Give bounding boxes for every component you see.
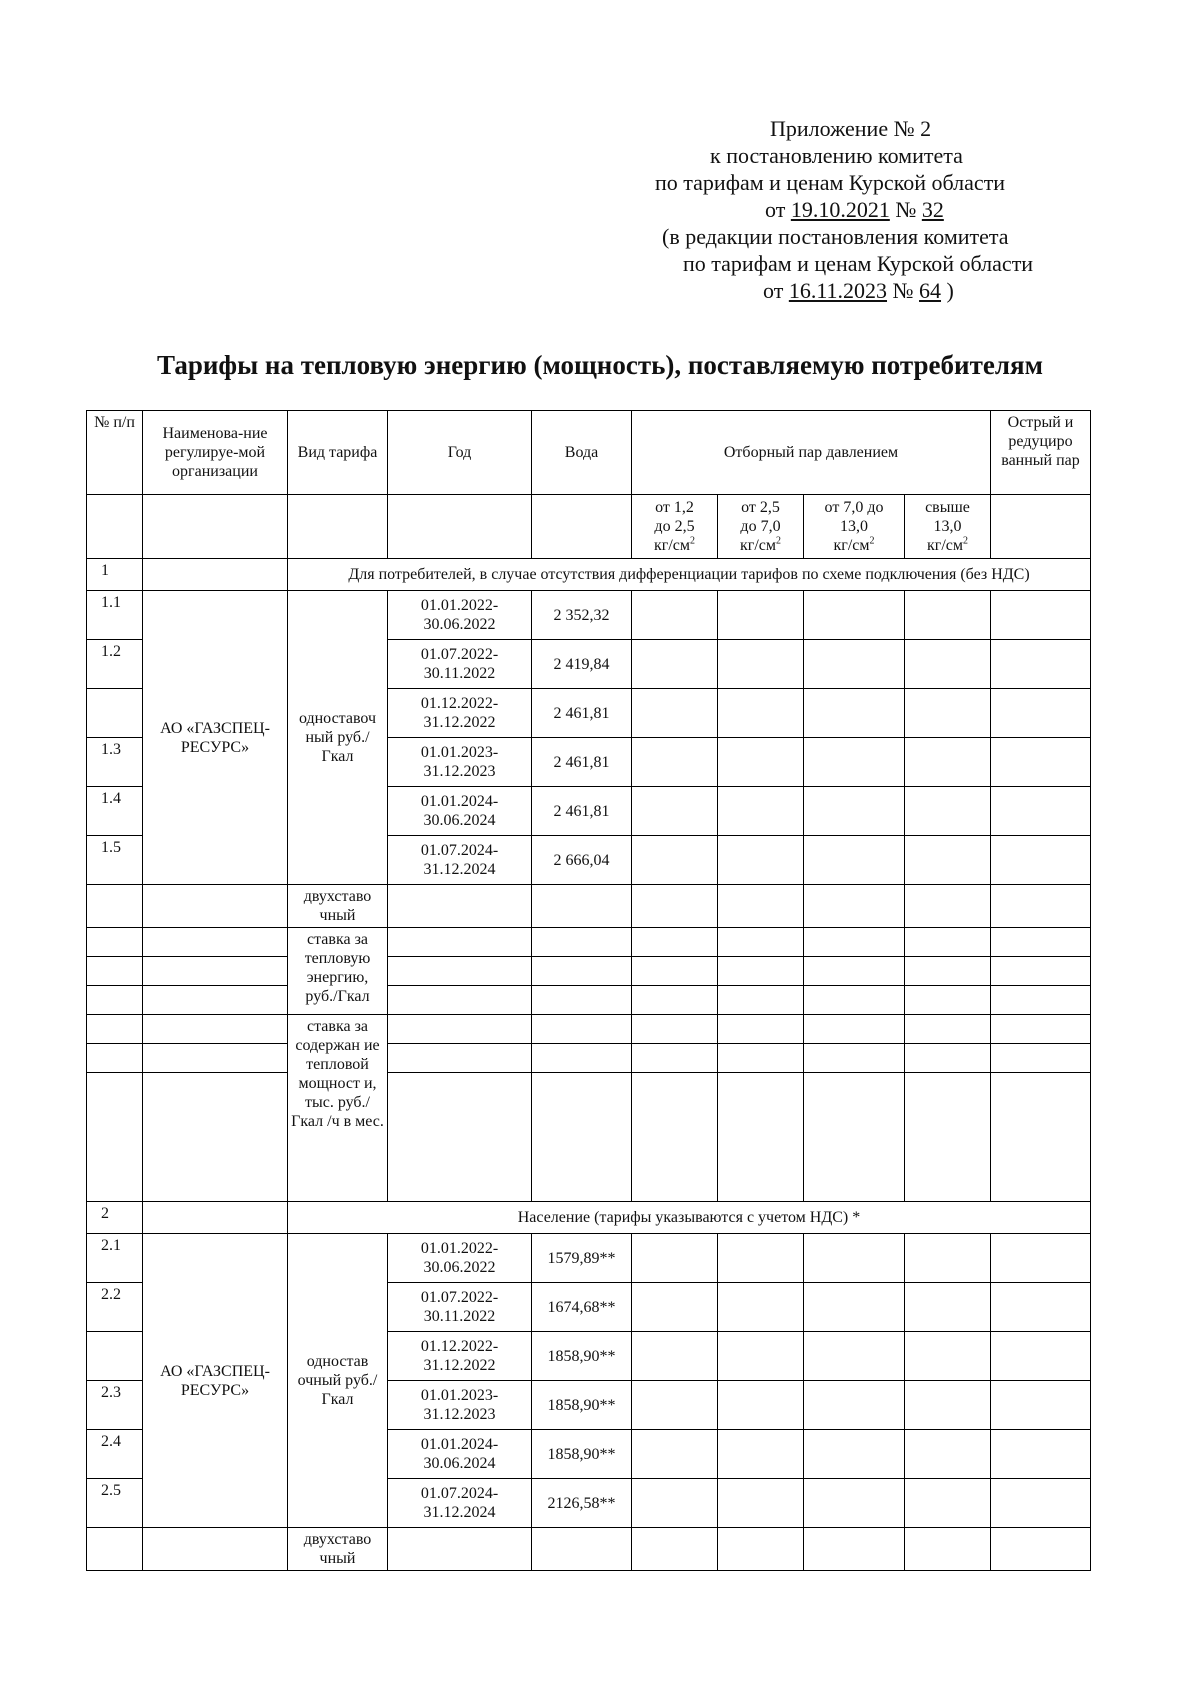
steam-range-4: свыше 13,0 $кг/см^2$ (905, 495, 991, 559)
row-number: 1.1 (87, 591, 143, 640)
appendix-number: Приложение № 2 (770, 116, 932, 141)
row-number: 1.5 (87, 836, 143, 885)
water-value: 1674,68** (532, 1283, 632, 1332)
row-number: 2.4 (87, 1430, 143, 1479)
table-row (87, 957, 1091, 986)
col-kind-header: Вид тарифа (288, 411, 388, 495)
section-number: 1 (87, 559, 143, 591)
org-name: АО «ГАЗСПЕЦ-РЕСУРС» (143, 591, 288, 885)
period: 01.07.2022-30.11.2022 (388, 1283, 532, 1332)
revision-ref-1: (в редакции постановления комитета (662, 224, 1009, 249)
water-value: 2 461,81 (532, 787, 632, 836)
period: 01.01.2022-30.06.2022 (388, 591, 532, 640)
row-number: 1.4 (87, 787, 143, 836)
table-row (87, 1073, 1091, 1202)
col-org-header: Наименова-ние регулируе-мой организации (143, 411, 288, 495)
tariff-table (86, 410, 1091, 1571)
period: 01.07.2022-30.11.2022 (388, 640, 532, 689)
appendix-ref-1: к постановлению комитета (710, 143, 963, 168)
water-value: 1858,90** (532, 1381, 632, 1430)
section-title: Для потребителей, в случае отсутствия дифференциации тарифов по схеме подключения (без НДС) (288, 559, 1091, 591)
row-number: 2.2 (87, 1283, 143, 1332)
water-value: 1858,90** (532, 1430, 632, 1479)
row-number: 1.3 (87, 738, 143, 787)
water-value: 2 666,04 (532, 836, 632, 885)
row-number: 2.1 (87, 1234, 143, 1283)
steam-range-3: от 7,0 до 13,0 $кг/см^2$ (804, 495, 905, 559)
period: 01.07.2024-31.12.2024 (388, 1479, 532, 1528)
col-steam-header: Отборный пар давлением (632, 411, 991, 495)
water-value: 1579,89** (532, 1234, 632, 1283)
col-water-header: Вода (532, 411, 632, 495)
row-number (87, 1332, 143, 1381)
row-number: 2.3 (87, 1381, 143, 1430)
section-row (87, 1202, 1091, 1234)
table-row (87, 1528, 1091, 1571)
appendix-ref-2: по тарифам и ценам Курской области (655, 170, 1006, 195)
water-value: 2126,58** (532, 1479, 632, 1528)
period: 01.01.2024-30.06.2024 (388, 1430, 532, 1479)
table-subheader-row (87, 495, 1091, 559)
period: 01.01.2024-30.06.2024 (388, 787, 532, 836)
two-part-tariff: двухставо чный (288, 885, 388, 928)
period: 01.12.2022-31.12.2022 (388, 1332, 532, 1381)
period: 01.01.2023-31.12.2023 (388, 738, 532, 787)
table-row (87, 986, 1091, 1015)
water-value: 2 461,81 (532, 689, 632, 738)
table-row (87, 885, 1091, 928)
period: 01.01.2022-30.06.2022 (388, 1234, 532, 1283)
water-value: 2 419,84 (532, 640, 632, 689)
two-part-tariff: двухставо чный (288, 1528, 388, 1571)
page-title: Тарифы на тепловую энергию (мощность), поставляемую потребителям (157, 350, 1043, 380)
row-number: 1.2 (87, 640, 143, 689)
revision-ref-2: по тарифам и ценам Курской области (683, 251, 1034, 276)
table-row (87, 1044, 1091, 1073)
tariff-kind: одностав очный руб./Гкал (288, 1234, 388, 1528)
power-rate: ставка за содержан ие тепловой мощност и, тыс. руб./Гкал /ч в мес. (288, 1015, 388, 1202)
appendix-ref-date: от 19.10.2021 № 32 (765, 197, 944, 222)
col-year-header: Год (388, 411, 532, 495)
water-value: 2 352,32 (532, 591, 632, 640)
table-row (87, 1234, 1091, 1283)
col-sharp-steam-header: Острый и редуциро ванный пар (991, 411, 1091, 495)
table-row (87, 928, 1091, 957)
section-title: Население (тарифы указываются с учетом НДС) * (288, 1202, 1091, 1234)
period: 01.01.2023-31.12.2023 (388, 1381, 532, 1430)
tariff-kind: одноставоч ный руб./Гкал (288, 591, 388, 885)
table-row (87, 591, 1091, 640)
table-header-row (87, 411, 1091, 495)
section-number: 2 (87, 1202, 143, 1234)
row-number (87, 689, 143, 738)
steam-range-1: от 1,2 до 2,5 $кг/см^2$ (632, 495, 718, 559)
org-name: АО «ГАЗСПЕЦ-РЕСУРС» (143, 1234, 288, 1528)
section-row (87, 559, 1091, 591)
col-num-header: № п/п (87, 411, 143, 495)
table-row (87, 1015, 1091, 1044)
period: 01.12.2022-31.12.2022 (388, 689, 532, 738)
row-number: 2.5 (87, 1479, 143, 1528)
energy-rate: ставка за тепловую энергию, руб./Гкал (288, 928, 388, 1015)
revision-ref-date: от 16.11.2023 № 64 ) (763, 278, 954, 303)
water-value: 1858,90** (532, 1332, 632, 1381)
water-value: 2 461,81 (532, 738, 632, 787)
period: 01.07.2024-31.12.2024 (388, 836, 532, 885)
steam-range-2: от 2,5 до 7,0 $кг/см^2$ (718, 495, 804, 559)
